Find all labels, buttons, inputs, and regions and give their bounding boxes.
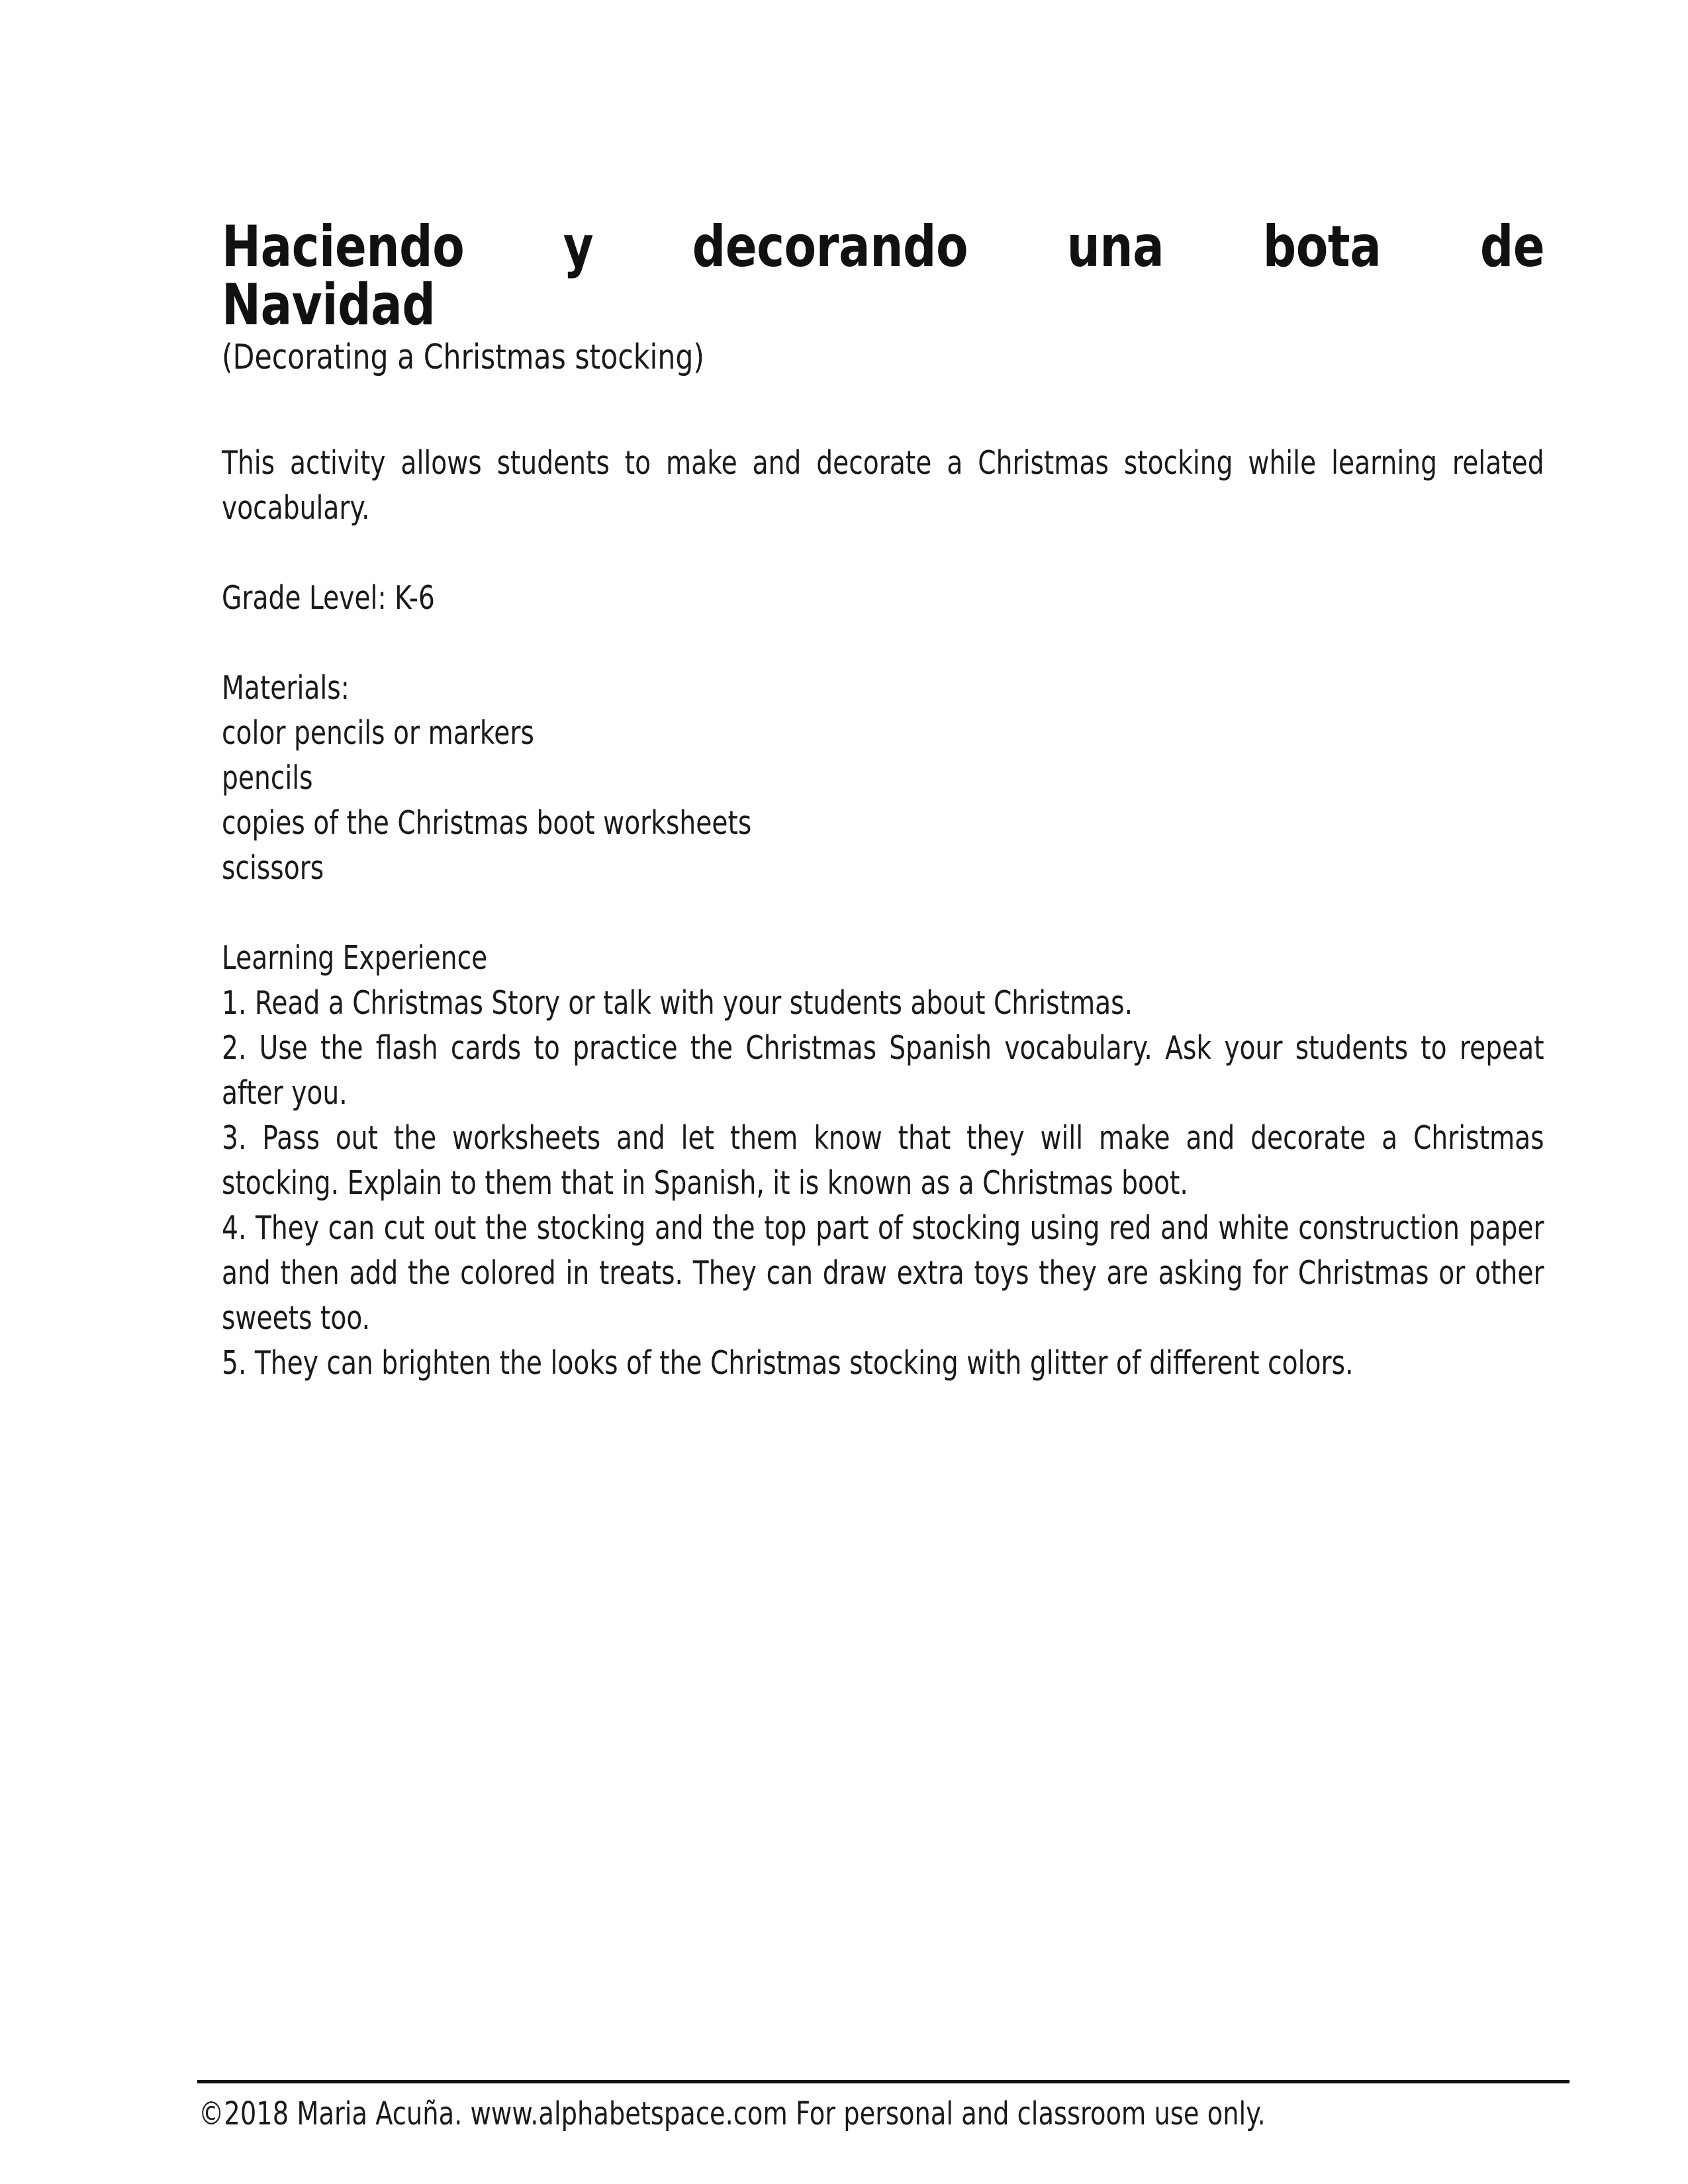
learning-step-3: 3. Pass out the worksheets and let them know that they will make and decorate a Christmas stocking. Explain to them that in Spanish, it is known as a Christmas boot. [222, 1118, 1544, 1202]
page-subtitle: (Decorating a Christmas stocking) [222, 338, 705, 378]
spacer-after-materials [222, 891, 1544, 936]
spacer-after-grade [222, 621, 1544, 666]
materials-item: copies of the Christmas boot worksheets [222, 803, 752, 842]
materials-item: color pencils or markers [222, 713, 534, 752]
grade-level: Grade Level: K-6 [222, 578, 435, 617]
materials-item: scissors [222, 848, 324, 887]
footer-copyright: ©2018 Maria Acuña. www.alphabetspace.com For personal and classroom use only. [199, 2095, 1266, 2132]
page-title-line-2: Navidad [222, 271, 436, 338]
learning-step-1: 1. Read a Christmas Story or talk with your students about Christmas. [222, 983, 1133, 1022]
learning-step-5: 5. They can brighten the looks of the Christmas stocking with glitter of different colors. [222, 1343, 1354, 1382]
learning-step-2: 2. Use the flash cards to practice the Christmas Spanish vocabulary. Ask your students to repeat after you. [222, 1028, 1544, 1112]
learning-experience-heading: Learning Experience [222, 938, 488, 977]
materials-heading: Materials: [222, 668, 350, 707]
spacer-after-intro [222, 531, 1544, 576]
document-body [222, 214, 1545, 1386]
spacer-after-subtitle [222, 377, 1544, 441]
materials-item: pencils [222, 758, 313, 797]
intro-paragraph: This activity allows students to make and decorate a Christmas stocking while learning related vocabulary. [222, 443, 1544, 527]
footer-divider [197, 2080, 1570, 2083]
learning-step-4: 4. They can cut out the stocking and the top part of stocking using red and white construction paper and then add the colored in treats. They can draw extra toys they are asking for Christmas or other sweets too. [222, 1208, 1544, 1337]
page-title-line-1: Haciendo y decorando una bota de [222, 214, 1545, 280]
